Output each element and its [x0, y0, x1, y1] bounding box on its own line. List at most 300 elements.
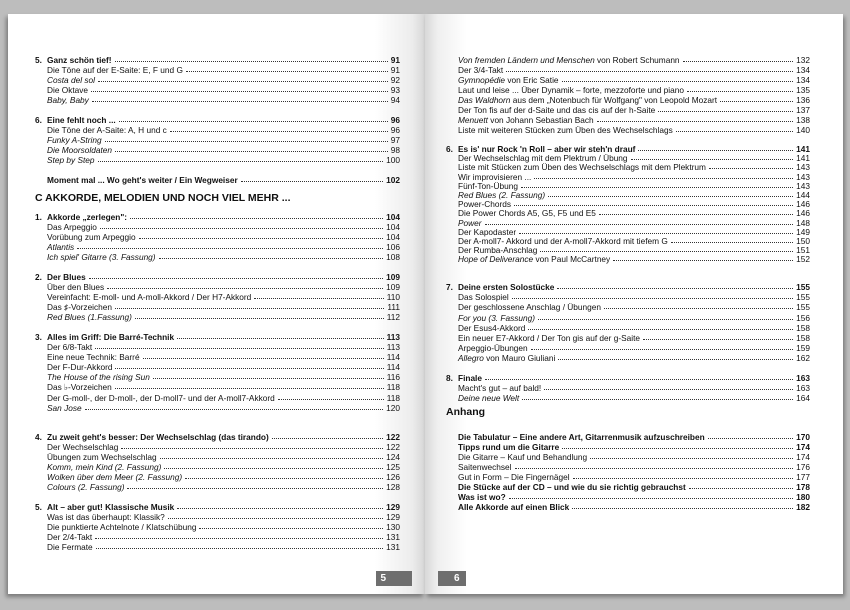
- page-number-left: [376, 571, 412, 586]
- entry-title-text: Deine ersten Solostücke: [458, 282, 555, 292]
- dot-leader: [562, 448, 793, 449]
- toc-chapter-entry[interactable]: [446, 373, 810, 383]
- entry-title-italic: Das Waldhorn: [458, 95, 511, 105]
- dot-leader: [599, 214, 793, 215]
- entry-title: [47, 212, 127, 222]
- entry-title: [35, 292, 251, 302]
- entry-title: [446, 302, 601, 312]
- dot-leader: [272, 438, 383, 439]
- entry-title-italic: Wolken über dem Meer (2. Fassung): [47, 472, 183, 482]
- entry-title-text: Der 6/8-Takt: [47, 342, 93, 353]
- entry-page-number: 134: [796, 75, 810, 85]
- entry-title: [35, 472, 182, 482]
- toc-entry[interactable]: [35, 393, 400, 403]
- entry-title: [446, 472, 570, 482]
- toc-entry[interactable]: [35, 452, 400, 462]
- entry-page-number: 114: [386, 362, 400, 373]
- dot-leader: [613, 260, 793, 261]
- toc-entry[interactable]: [35, 372, 400, 382]
- toc-entry[interactable]: [446, 255, 810, 264]
- entry-title: [35, 403, 82, 413]
- entry-title-text: Über den Blues: [47, 282, 105, 292]
- entry-page-number: 122: [386, 442, 400, 452]
- entry-title: [35, 442, 118, 452]
- entry-page-number: 122: [386, 432, 400, 442]
- dot-leader: [708, 438, 793, 439]
- entry-title-text: Was ist das überhaupt: Klassik?: [47, 512, 165, 522]
- entry-title-text: Vereinfacht: E-moll- und A-moll-Akkord / Der H7-Akkord: [47, 292, 252, 302]
- toc-entry[interactable]: [446, 323, 810, 333]
- dot-leader: [590, 458, 793, 459]
- entry-page-number: 158: [796, 333, 810, 344]
- entry-title: [458, 282, 554, 292]
- dot-leader: [540, 251, 793, 252]
- entry-title-text: Alle Akkorde auf einen Blick: [458, 502, 570, 512]
- entry-title: [35, 282, 104, 292]
- dot-leader: [515, 468, 794, 469]
- toc-entry[interactable]: [446, 452, 810, 462]
- toc-entry[interactable]: [446, 353, 810, 363]
- section-heading-anhang: Anhang: [446, 406, 486, 418]
- entry-title: [47, 332, 174, 342]
- entry-title-italic: Baby, Baby: [47, 95, 89, 105]
- entry-title-text: Der Rumba-Anschlag: [458, 245, 538, 256]
- entry-title: [35, 232, 136, 242]
- entry-page-number: 159: [796, 343, 810, 354]
- entry-title: [35, 75, 95, 85]
- toc-entry[interactable]: [446, 209, 810, 218]
- entry-title-text: Liste mit Stücken zum Üben des Wechselschlags mit dem Plektrum: [458, 162, 706, 173]
- toc-entry[interactable]: [446, 55, 810, 65]
- entry-title: [446, 353, 555, 363]
- entry-title-text: von Robert Schumann: [594, 55, 680, 65]
- dot-leader: [538, 319, 793, 320]
- toc-chapter-entry[interactable]: [35, 272, 400, 282]
- toc-entry[interactable]: [35, 352, 400, 362]
- toc-entry[interactable]: [35, 472, 400, 482]
- entry-page-number: 111: [387, 302, 400, 312]
- toc-entry[interactable]: [446, 442, 810, 452]
- entry-page-number: 129: [386, 502, 400, 512]
- entry-title: [35, 155, 95, 165]
- toc-entry[interactable]: [446, 492, 810, 502]
- toc-entry[interactable]: [35, 482, 400, 492]
- dot-leader: [77, 248, 383, 249]
- entry-title-text: Was ist wo?: [458, 492, 506, 502]
- dot-leader: [573, 478, 794, 479]
- toc-entry[interactable]: [446, 302, 810, 312]
- toc-block: [446, 373, 810, 403]
- dot-leader: [562, 81, 794, 82]
- entry-title: [446, 452, 587, 462]
- toc-chapter-entry[interactable]: [35, 212, 400, 222]
- entry-title: [458, 373, 482, 383]
- dot-leader: [709, 168, 793, 169]
- entry-page-number: 152: [796, 254, 810, 265]
- dot-leader: [506, 71, 793, 72]
- entry-title: [446, 462, 512, 472]
- entry-page-number: 135: [796, 85, 810, 95]
- dot-leader: [186, 71, 388, 72]
- toc-entry[interactable]: [35, 462, 400, 472]
- dot-leader: [130, 218, 383, 219]
- entry-title: [47, 502, 174, 512]
- dot-leader: [96, 548, 384, 549]
- entry-title-text: Saitenwechsel: [458, 462, 512, 472]
- entry-page-number: 131: [386, 542, 400, 552]
- toc-entry[interactable]: [35, 65, 400, 75]
- entry-title: [47, 272, 86, 282]
- entry-title-text: aus dem „Notenbuch für Wolfgang" von Leopold Mozart: [510, 95, 718, 105]
- entry-page-number: 128: [386, 482, 400, 492]
- toc-entry[interactable]: [35, 232, 400, 242]
- dot-leader: [514, 205, 793, 206]
- entry-title-italic: Allegro: [458, 353, 484, 364]
- entry-page-number: 141: [796, 144, 810, 154]
- toc-block: [35, 55, 400, 105]
- entry-title-text: Es is' nur Rock 'n Roll – aber wir steh'n drauf: [458, 144, 636, 154]
- entry-title: [446, 432, 705, 442]
- entry-page-number: 170: [796, 432, 810, 442]
- toc-chapter-entry[interactable]: [35, 432, 400, 442]
- entry-page-number: 102: [386, 175, 400, 185]
- toc-entry[interactable]: [35, 302, 400, 312]
- entry-title: [35, 65, 183, 75]
- dot-leader: [689, 488, 793, 489]
- toc-entry[interactable]: [446, 462, 810, 472]
- entry-title: [47, 432, 269, 442]
- entry-page-number: 150: [796, 236, 810, 247]
- entry-title-italic: Gymnopédie: [458, 75, 506, 85]
- entry-title: [446, 55, 680, 65]
- entry-title-text: Power-Chords: [458, 199, 512, 210]
- entry-title-text: Der Wechselschlag: [47, 442, 119, 452]
- entry-title-text: Der F-Dur-Akkord: [47, 362, 113, 373]
- entry-page-number: 118: [386, 382, 400, 393]
- toc-entry[interactable]: [446, 95, 810, 105]
- entry-title-text: Der Ton fis auf der d-Saite und das cis auf der h-Saite: [458, 105, 656, 115]
- entry-page-number: 130: [386, 522, 400, 532]
- dot-leader: [531, 349, 794, 350]
- toc-block: [35, 332, 400, 413]
- dot-leader: [177, 508, 383, 509]
- page-number-right: [438, 571, 466, 586]
- dot-leader: [185, 478, 383, 479]
- entry-title: [446, 442, 559, 452]
- entry-title-text: Liste mit weiteren Stücken zum Üben des Wechselschlags: [458, 125, 673, 135]
- entry-page-number: 163: [796, 383, 810, 393]
- dot-leader: [683, 61, 794, 62]
- entry-title-italic: Red Blues (2. Fassung): [458, 190, 546, 201]
- dot-leader: [521, 187, 793, 188]
- dot-leader: [241, 181, 383, 182]
- dot-leader: [98, 81, 388, 82]
- entry-page-number: 106: [386, 242, 400, 252]
- toc-entry[interactable]: [446, 393, 810, 403]
- toc-entry[interactable]: [35, 85, 400, 95]
- entry-page-number: 158: [796, 322, 810, 333]
- entry-page-number: 113: [386, 332, 400, 342]
- toc-entry[interactable]: [35, 75, 400, 85]
- chapter-number: 8.: [446, 373, 453, 383]
- toc-entry[interactable]: [446, 292, 810, 302]
- toc-entry[interactable]: [35, 155, 400, 165]
- toc-entry[interactable]: [35, 222, 400, 232]
- toc-entry[interactable]: [446, 105, 810, 115]
- toc-entry[interactable]: [35, 252, 400, 262]
- entry-title-text: Der A-moll7- Akkord und der A-moll7-Akkord mit tiefem G: [458, 236, 668, 247]
- entry-title-text: Wir improvisieren ...: [458, 171, 532, 182]
- dot-leader: [597, 121, 794, 122]
- toc-chapter-entry[interactable]: [35, 115, 400, 125]
- toc-entry[interactable]: [446, 432, 810, 442]
- entry-title-text: von Eric Satie: [505, 75, 559, 85]
- entry-page-number: 149: [796, 226, 810, 237]
- toc-chapter-entry[interactable]: [446, 282, 810, 292]
- toc-entry[interactable]: [446, 333, 810, 343]
- dot-leader: [687, 91, 793, 92]
- entry-page-number: 138: [796, 115, 810, 125]
- toc-entry[interactable]: [35, 532, 400, 542]
- dot-leader: [164, 468, 383, 469]
- toc-entry[interactable]: [35, 292, 400, 302]
- dot-leader: [638, 150, 793, 151]
- dot-leader: [119, 121, 388, 122]
- entry-page-number: 146: [796, 208, 810, 219]
- toc-entry[interactable]: [446, 75, 810, 85]
- entry-title-text: Moment mal ... Wo geht's weiter / Ein Wegweiser: [47, 175, 238, 185]
- dot-leader: [160, 458, 384, 459]
- entry-page-number: 176: [796, 462, 810, 472]
- toc-entry[interactable]: [35, 242, 400, 252]
- toc-entry[interactable]: [35, 403, 400, 413]
- toc-entry[interactable]: [446, 65, 810, 75]
- entry-title-text: von Mauro Giuliani: [483, 353, 556, 364]
- entry-title-italic: Funky A-String: [47, 135, 102, 145]
- toc-entry[interactable]: [35, 125, 400, 135]
- entry-page-number: 144: [796, 190, 810, 201]
- toc-chapter-entry[interactable]: [35, 55, 400, 65]
- entry-page-number: 96: [390, 125, 400, 135]
- dot-leader: [107, 288, 383, 289]
- toc-entry[interactable]: [35, 362, 400, 372]
- entry-title-text: Fünf-Ton-Übung: [458, 180, 518, 191]
- entry-page-number: 174: [796, 452, 810, 462]
- toc-block: [35, 502, 400, 552]
- chapter-number: 7.: [446, 282, 453, 292]
- toc-entry[interactable]: [35, 312, 400, 322]
- chapter-number: 3.: [35, 332, 42, 342]
- entry-title-text: Zu zweit geht's besser: Der Wechselschlag (das tirando): [47, 432, 269, 442]
- entry-page-number: 182: [796, 502, 810, 512]
- dot-leader: [557, 288, 793, 289]
- dot-leader: [485, 224, 794, 225]
- dot-leader: [177, 338, 384, 339]
- dot-leader: [199, 528, 383, 529]
- entry-title: [35, 175, 238, 185]
- toc-chapter-entry[interactable]: [35, 332, 400, 342]
- entry-title-text: Der Wechselschlag mit dem Plektrum / Übung: [458, 153, 628, 164]
- section-heading-c: C AKKORDE, MELODIEN UND NOCH VIEL MEHR ...: [35, 192, 291, 204]
- toc-entry[interactable]: [446, 482, 810, 492]
- entry-page-number: 118: [386, 392, 400, 403]
- chapter-number: 5.: [35, 55, 42, 65]
- dot-leader: [519, 233, 793, 234]
- toc-entry[interactable]: [35, 382, 400, 392]
- dot-leader: [671, 242, 793, 243]
- dot-leader: [522, 399, 793, 400]
- dot-leader: [135, 318, 384, 319]
- entry-title-text: Der 3/4-Takt: [458, 65, 504, 75]
- toc-entry[interactable]: [446, 85, 810, 95]
- entry-page-number: 113: [386, 342, 400, 353]
- toc-block: [446, 55, 810, 135]
- entry-title-text: Das Arpeggio: [47, 222, 97, 232]
- entry-title: [35, 242, 74, 252]
- toc-entry[interactable]: [35, 145, 400, 155]
- entry-title: [446, 65, 503, 75]
- toc-block: [446, 432, 810, 512]
- entry-title: [47, 115, 116, 125]
- entry-page-number: 132: [796, 55, 810, 65]
- entry-page-number: 97: [390, 135, 400, 145]
- entry-title: [35, 382, 112, 392]
- entry-title-text: Eine neue Technik: Barré: [47, 352, 140, 363]
- dot-leader: [170, 131, 388, 132]
- entry-title: [446, 502, 569, 512]
- entry-page-number: 143: [796, 162, 810, 173]
- toc-entry[interactable]: [35, 282, 400, 292]
- entry-page-number: 137: [796, 105, 810, 115]
- dot-leader: [254, 298, 383, 299]
- entry-page-number: 151: [796, 245, 810, 256]
- toc-entry[interactable]: [35, 442, 400, 452]
- entry-title-italic: San Jose: [47, 402, 82, 413]
- entry-title: [35, 342, 92, 352]
- entry-title: [446, 323, 525, 333]
- dot-leader: [548, 196, 793, 197]
- entry-page-number: 98: [390, 145, 400, 155]
- entry-page-number: 156: [796, 312, 810, 323]
- entry-page-number: 131: [386, 532, 400, 542]
- dot-leader: [485, 379, 793, 380]
- entry-title: [446, 482, 686, 492]
- entry-title: [35, 393, 275, 403]
- dot-leader: [115, 61, 388, 62]
- entry-title-text: Finale: [458, 373, 482, 383]
- entry-title-text: Macht's gut – auf bald!: [458, 383, 542, 393]
- entry-page-number: 146: [796, 199, 810, 210]
- entry-title-text: Die Fermate: [47, 542, 93, 552]
- toc-entry[interactable]: [446, 313, 810, 323]
- page-number-text: 5: [380, 573, 386, 584]
- toc-entry[interactable]: [35, 95, 400, 105]
- entry-title-text: Der 2/4-Takt: [47, 532, 93, 542]
- entry-page-number: 129: [386, 512, 400, 522]
- entry-title-italic: Costa del sol: [47, 75, 95, 85]
- entry-page-number: 140: [796, 125, 810, 135]
- entry-title-text: Die Power Chords A5, G5, F5 und E5: [458, 208, 596, 219]
- entry-title: [446, 383, 541, 393]
- dot-leader: [139, 238, 384, 239]
- entry-title: [446, 333, 640, 343]
- entry-title: [35, 522, 196, 532]
- toc-entry[interactable]: [35, 512, 400, 522]
- entry-title: [446, 85, 684, 95]
- toc-entry[interactable]: [446, 383, 810, 393]
- entry-page-number: 100: [386, 155, 400, 165]
- entry-title: [35, 532, 92, 542]
- toc-entry[interactable]: [35, 342, 400, 352]
- entry-page-number: 164: [796, 393, 810, 403]
- entry-title-italic: The House of the rising Sun: [47, 372, 150, 383]
- chapter-number: 2.: [35, 272, 42, 282]
- entry-title-text: Der geschlossene Anschlag / Übungen: [458, 302, 601, 313]
- entry-title: [35, 482, 124, 492]
- chapter-number: 1.: [35, 212, 42, 222]
- entry-title: [35, 125, 167, 135]
- entry-page-number: 92: [390, 75, 400, 85]
- entry-page-number: 141: [796, 153, 810, 164]
- entry-title-text: Die punktierte Achtelnote / Klatschübung: [47, 522, 197, 532]
- entry-page-number: 104: [386, 222, 400, 232]
- toc-entry[interactable]: [35, 175, 400, 185]
- toc-entry[interactable]: [446, 115, 810, 125]
- entry-title-italic: Red Blues (1.Fassung): [47, 312, 132, 322]
- toc-entry[interactable]: [446, 125, 810, 135]
- dot-leader: [89, 278, 383, 279]
- dot-leader: [658, 111, 793, 112]
- entry-title: [35, 135, 102, 145]
- entry-page-number: 94: [390, 95, 400, 105]
- entry-title-text: Die Tabulatur – Eine andere Art, Gitarrenmusik aufzuschreiben: [458, 432, 705, 442]
- toc-chapter-entry[interactable]: [35, 502, 400, 512]
- chapter-number: 6.: [446, 144, 453, 154]
- dot-leader: [85, 409, 384, 410]
- dot-leader: [127, 488, 383, 489]
- page-number-text: 6: [454, 573, 460, 584]
- dot-leader: [168, 518, 383, 519]
- entry-page-number: 134: [796, 65, 810, 75]
- toc-entry[interactable]: [446, 472, 810, 482]
- dot-leader: [121, 448, 383, 449]
- entry-title-text: Alles im Griff: Die Barré-Technik: [47, 332, 175, 342]
- entry-title-text: Die Stücke auf der CD – und wie du sie richtig gebrauchst: [458, 482, 686, 492]
- entry-title-text: Die Töne der A-Saite: A, H und c: [47, 125, 167, 135]
- entry-title-text: Der Blues: [47, 272, 86, 282]
- entry-page-number: 136: [796, 95, 810, 105]
- entry-title-text: Eine fehlt noch ...: [47, 115, 116, 125]
- entry-title: [446, 492, 506, 502]
- entry-page-number: 125: [386, 462, 400, 472]
- toc-entry[interactable]: [446, 343, 810, 353]
- entry-page-number: 114: [386, 352, 400, 363]
- toc-entry[interactable]: [446, 502, 810, 512]
- entry-title-italic: Atlantis: [47, 242, 75, 252]
- dot-leader: [143, 358, 384, 359]
- toc-entry[interactable]: [35, 522, 400, 532]
- dot-leader: [512, 298, 793, 299]
- entry-title-text: Die Oktave: [47, 85, 89, 95]
- entry-page-number: 180: [796, 492, 810, 502]
- toc-entry[interactable]: [35, 135, 400, 145]
- entry-title: [35, 252, 156, 262]
- toc-entry[interactable]: [35, 542, 400, 552]
- entry-title-text: Das Solospiel: [458, 292, 509, 303]
- dot-leader: [544, 389, 793, 390]
- dot-leader: [509, 498, 794, 499]
- entry-title-text: Die Gitarre – Kauf und Behandlung: [458, 452, 588, 462]
